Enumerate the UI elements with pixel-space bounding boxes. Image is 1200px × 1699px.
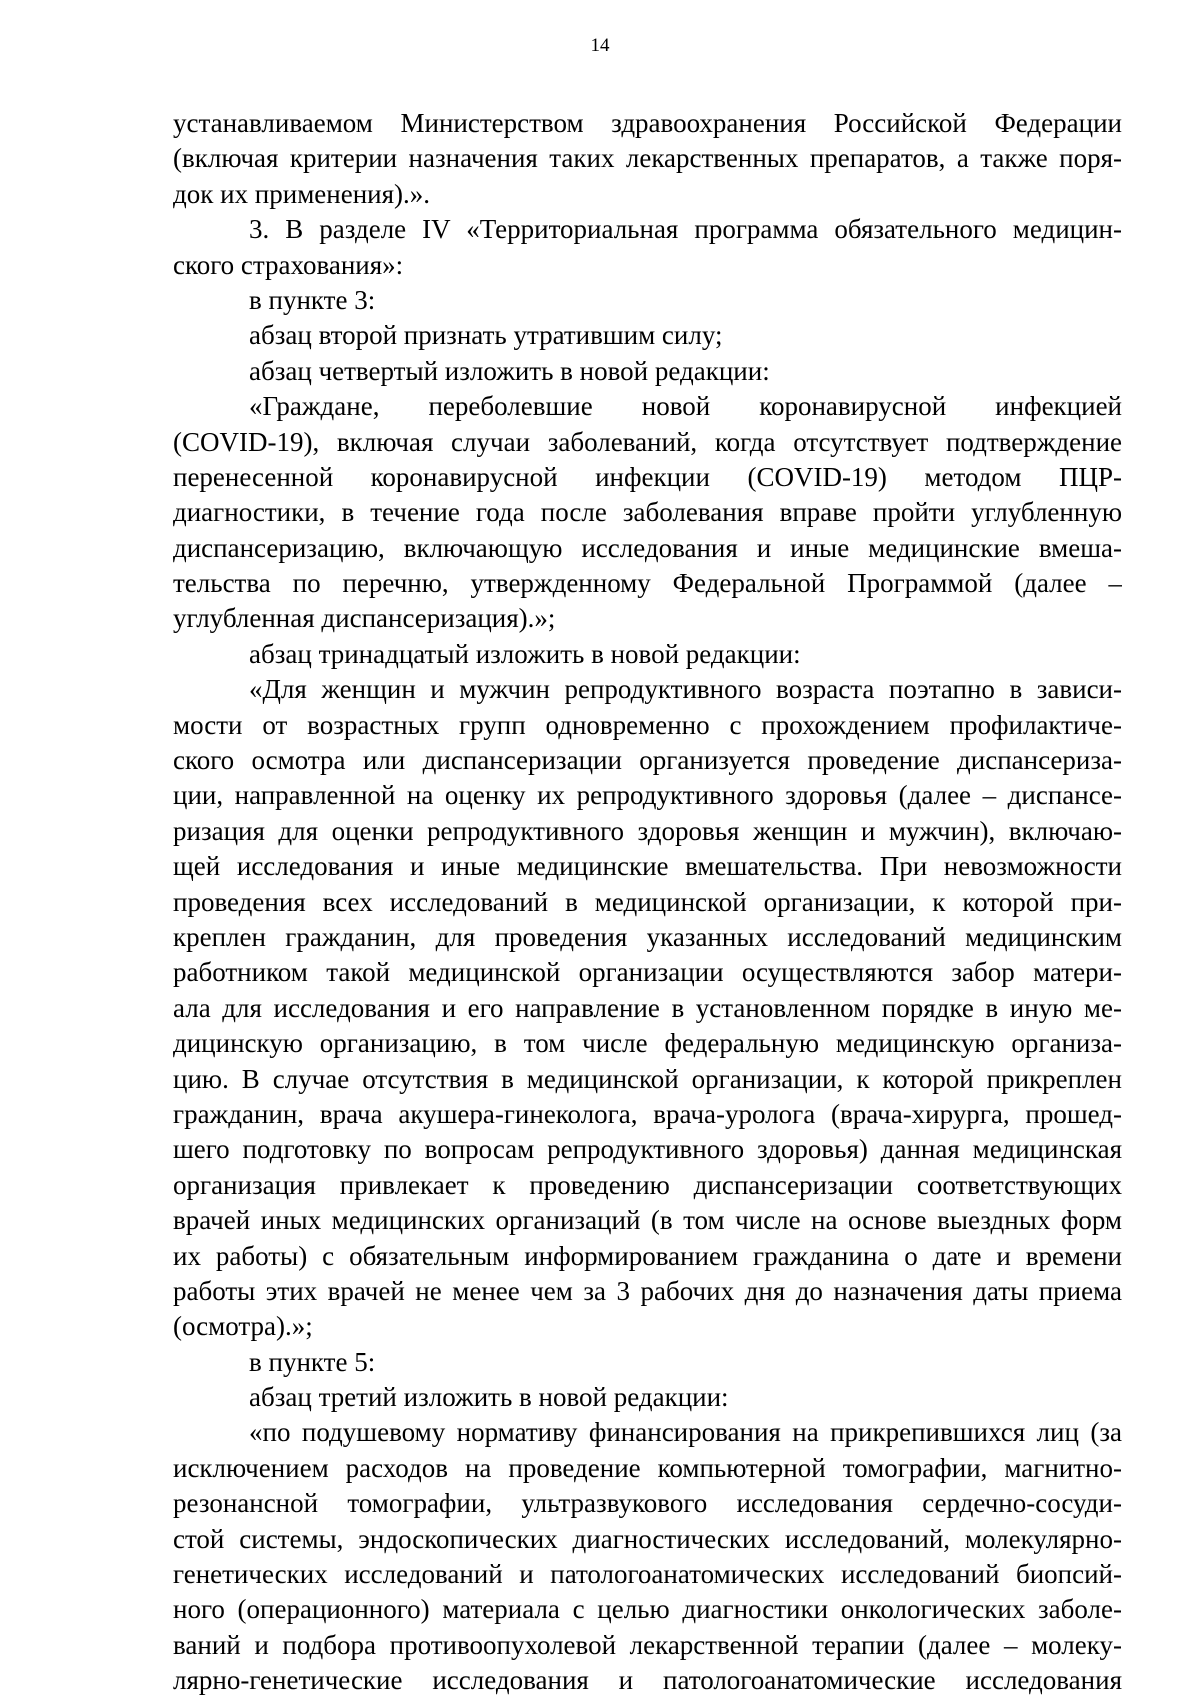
text-line: в пункте 5:: [249, 1346, 376, 1377]
text-line: перенесенной коронавирусной инфекции (COVID-19) методом ПЦР-: [173, 461, 1122, 492]
text-line: лярно-генетические исследования и патологоанатомические исследования: [173, 1665, 1122, 1696]
text-line: резонансной томографии, ультразвукового исследования сердечно-сосуди-: [173, 1488, 1122, 1519]
text-line: работы этих врачей не менее чем за 3 рабочих дня до назначения даты приема: [173, 1275, 1122, 1306]
text-line: ского страхования»:: [173, 249, 404, 280]
text-line: ваний и подбора противоопухолевой лекарственной терапии (далее – молеку-: [173, 1629, 1122, 1660]
text-line: углубленная диспансеризация).»;: [173, 603, 556, 634]
text-line: цию. В случае отсутствия в медицинской организации, к которой прикреплен: [173, 1063, 1122, 1094]
text-line: абзац тринадцатый изложить в новой редакции:: [249, 638, 801, 669]
text-line: стой системы, эндоскопических диагностических исследований, молекулярно-: [173, 1523, 1122, 1554]
text-line: устанавливаемом Министерством здравоохранения Российской Федерации: [173, 108, 1122, 138]
text-line: ала для исследования и его направление в установленном порядке в иную ме-: [173, 992, 1122, 1023]
text-line: организация привлекает к проведению диспансеризации соответствующих: [173, 1169, 1122, 1200]
text-line: ризация для оценки репродуктивного здоровья женщин и мужчин), включаю-: [173, 815, 1122, 846]
text-line: (осмотра).»;: [173, 1311, 313, 1342]
text-line: диспансеризацию, включающую исследования и иные медицинские вмеша-: [173, 532, 1122, 563]
text-line: ского осмотра или диспансеризации организуется проведение диспансериза-: [173, 745, 1122, 776]
text-line: исключением расходов на проведение компьютерной томографии, магнитно-: [173, 1452, 1122, 1483]
text-line: (COVID-19), включая случаи заболеваний, когда отсутствует подтверждение: [173, 426, 1122, 457]
text-line: мости от возрастных групп одновременно с прохождением профилактиче-: [173, 709, 1122, 740]
text-line: врачей иных медицинских организаций (в том числе на основе выездных форм: [173, 1205, 1122, 1236]
text-line: проведения всех исследований в медицинской организации, к которой при-: [173, 886, 1122, 917]
text-line: креплен гражданин, для проведения указанных исследований медицинским: [173, 921, 1122, 952]
text-line: гражданин, врача акушера-гинеколога, врача-уролога (врача-хирурга, прошед-: [173, 1098, 1122, 1129]
text-line: абзац третий изложить в новой редакции:: [249, 1382, 729, 1413]
text-line: в пункте 3:: [249, 284, 376, 315]
text-line: генетических исследований и патологоанатомических исследований биопсий-: [173, 1559, 1122, 1590]
text-line: «по подушевому нормативу финансирования на прикрепившихся лиц (за: [249, 1417, 1122, 1448]
text-line: абзац четвертый изложить в новой редакции:: [249, 355, 770, 386]
text-line: 3. В разделе IV «Территориальная программа обязательного медицин-: [249, 214, 1122, 245]
text-line: тельства по перечню, утвержденному Федеральной Программой (далее –: [173, 568, 1122, 599]
text-line: их работы) с обязательным информированием гражданина о дате и времени: [173, 1240, 1122, 1271]
text-line: «Граждане, переболевшие новой коронавирусной инфекцией: [249, 391, 1122, 422]
text-line: работником такой медицинской организации осуществляются забор матери-: [173, 957, 1122, 988]
text-line: абзац второй признать утратившим силу;: [249, 320, 723, 351]
document-body: [173, 106, 1122, 1699]
page-number: 14: [590, 35, 610, 56]
text-line: ции, направленной на оценку их репродуктивного здоровья (далее – диспансе-: [173, 780, 1122, 811]
text-line: щей исследования и иные медицинские вмешательства. При невозможности: [173, 851, 1122, 882]
text-line: ного (операционного) материала с целью диагностики онкологических заболе-: [173, 1594, 1122, 1625]
text-line: (включая критерии назначения таких лекарственных препаратов, а также поря-: [173, 143, 1122, 174]
text-line: диагностики, в течение года после заболевания вправе пройти углубленную: [173, 497, 1122, 528]
text-line: док их применения).».: [173, 178, 431, 209]
text-line: шего подготовку по вопросам репродуктивного здоровья) данная медицинская: [173, 1134, 1122, 1165]
text-line: дицинскую организацию, в том числе федеральную медицинскую организа-: [173, 1028, 1122, 1059]
text-line: «Для женщин и мужчин репродуктивного возраста поэтапно в зависи-: [249, 674, 1122, 705]
